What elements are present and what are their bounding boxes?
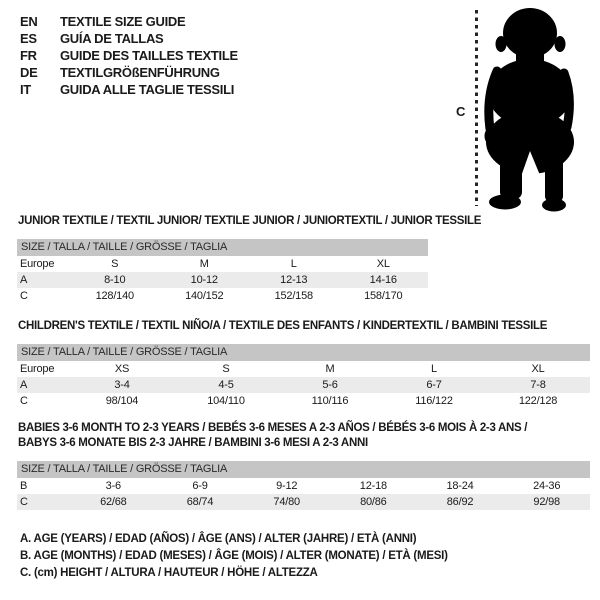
table-row bbox=[17, 393, 590, 409]
value-cell: S bbox=[111, 258, 119, 270]
language-code: FR bbox=[20, 48, 37, 63]
value-cell: M bbox=[199, 258, 209, 270]
table-row bbox=[17, 256, 428, 272]
value-cell: S bbox=[222, 363, 230, 375]
section-title-line: JUNIOR TEXTILE / TEXTIL JUNIOR/ TEXTILE JUNIOR / JUNIORTEXTIL / JUNIOR TESSILE bbox=[18, 215, 482, 227]
value-cell: 4-5 bbox=[218, 379, 234, 391]
table-body bbox=[17, 361, 590, 409]
value-cell: 92/98 bbox=[533, 496, 560, 508]
footnote-line: C. (cm) HEIGHT / ALTURA / HAUTEUR / HÖHE / ALTEZZA bbox=[20, 567, 318, 579]
language-code: ES bbox=[20, 31, 37, 46]
section-title-children bbox=[18, 319, 547, 334]
value-cell: 8-10 bbox=[104, 274, 126, 286]
value-cell: 86/92 bbox=[446, 496, 474, 508]
language-title: GUIDE DES TAILLES TEXTILE bbox=[60, 48, 238, 63]
size-table-babies bbox=[17, 461, 590, 510]
footnote-line: A. AGE (YEARS) / EDAD (AÑOS) / ÂGE (ANS) / ALTER (JAHRE) / ETÀ (ANNI) bbox=[20, 533, 417, 545]
language-list bbox=[20, 13, 238, 98]
value-cell: L bbox=[290, 258, 297, 270]
value-cell: 98/104 bbox=[105, 395, 139, 407]
value-cell: 80/86 bbox=[360, 496, 387, 508]
value-cell: 116/122 bbox=[415, 395, 453, 407]
value-cell: 140/152 bbox=[185, 290, 224, 302]
table-row bbox=[17, 478, 590, 494]
size-header-bar: SIZE / TALLA / TAILLE / GRÖSSE / TAGLIA bbox=[17, 239, 428, 256]
footnote-legend bbox=[20, 531, 448, 582]
language-row bbox=[20, 64, 238, 81]
value-cell: XS bbox=[114, 363, 130, 375]
size-table-children bbox=[17, 344, 590, 409]
row-label-cell: Europe bbox=[20, 258, 55, 270]
language-title: TEXTILGRÖßENFÜHRUNG bbox=[60, 65, 220, 80]
size-header-bar: SIZE / TALLA / TAILLE / GRÖSSE / TAGLIA bbox=[17, 461, 590, 478]
value-cell: 110/116 bbox=[311, 395, 349, 407]
value-cell: M bbox=[325, 363, 335, 375]
height-measure-dotted-line bbox=[475, 10, 478, 206]
value-cell: 3-4 bbox=[114, 379, 130, 391]
value-cell: XL bbox=[376, 258, 390, 270]
row-label-cell: A bbox=[20, 379, 28, 391]
row-label-cell: C bbox=[20, 496, 28, 508]
table-row bbox=[17, 361, 590, 377]
baby-silhouette-icon bbox=[483, 5, 583, 215]
section-title-line: BABIES 3-6 MONTH TO 2-3 YEARS / BEBÉS 3-6 MESES A 2-3 AÑOS / BÉBÉS 3-6 MOIS À 2-3 ANS / bbox=[18, 422, 528, 434]
row-label-cell: Europe bbox=[20, 363, 55, 375]
section-title-junior bbox=[18, 214, 481, 229]
language-code: DE bbox=[20, 65, 38, 80]
value-cell: 24-36 bbox=[533, 480, 561, 492]
table-row bbox=[17, 288, 428, 304]
size-table-junior bbox=[17, 239, 428, 304]
value-cell: 6-7 bbox=[426, 379, 442, 391]
value-cell: 12-18 bbox=[359, 480, 387, 492]
footnote-line: B. AGE (MONTHS) / EDAD (MESES) / ÂGE (MOIS) / ALTER (MONATE) / ETÀ (MESI) bbox=[20, 550, 448, 562]
table-row bbox=[17, 377, 590, 393]
value-cell: 6-9 bbox=[192, 480, 208, 492]
language-row bbox=[20, 81, 238, 98]
value-cell: 62/68 bbox=[100, 496, 127, 508]
value-cell: 158/170 bbox=[364, 290, 403, 302]
table-body bbox=[17, 478, 590, 510]
row-label-cell: A bbox=[20, 274, 28, 286]
value-cell: 18-24 bbox=[446, 480, 474, 492]
value-cell: 12-13 bbox=[280, 274, 308, 286]
language-title: GUIDA ALLE TAGLIE TESSILI bbox=[60, 82, 235, 97]
value-cell: 68/74 bbox=[186, 496, 214, 508]
value-cell: 104/110 bbox=[207, 395, 245, 407]
size-header-bar: SIZE / TALLA / TAILLE / GRÖSSE / TAGLIA bbox=[17, 344, 590, 361]
language-row bbox=[20, 13, 238, 30]
table-body bbox=[17, 256, 428, 304]
value-cell: 128/140 bbox=[95, 290, 134, 302]
table-row bbox=[17, 272, 428, 288]
row-label-cell: C bbox=[20, 290, 28, 302]
value-cell: L bbox=[431, 363, 437, 375]
value-cell: 7-8 bbox=[530, 379, 546, 391]
value-cell: 5-6 bbox=[322, 379, 338, 391]
value-cell: 14-16 bbox=[369, 274, 397, 286]
language-code: IT bbox=[20, 82, 31, 97]
language-row bbox=[20, 30, 238, 47]
row-label-cell: B bbox=[20, 480, 28, 492]
value-cell: 10-12 bbox=[190, 274, 218, 286]
section-title-line: CHILDREN'S TEXTILE / TEXTIL NIÑO/A / TEXTILE DES ENFANTS / KINDERTEXTIL / BAMBINI TESSILE bbox=[18, 320, 548, 332]
language-title: TEXTILE SIZE GUIDE bbox=[60, 14, 186, 29]
section-title-babies bbox=[18, 421, 527, 451]
measure-label-c: C bbox=[456, 104, 466, 119]
language-row bbox=[20, 47, 238, 64]
value-cell: 152/158 bbox=[274, 290, 313, 302]
value-cell: 9-12 bbox=[276, 480, 298, 492]
row-label-cell: C bbox=[20, 395, 28, 407]
table-row bbox=[17, 494, 590, 510]
section-title-line: BABYS 3-6 MONATE BIS 2-3 JAHRE / BAMBINI 3-6 MESI A 2-3 ANNI bbox=[18, 437, 368, 449]
value-cell: 122/128 bbox=[518, 395, 558, 407]
value-cell: 74/80 bbox=[273, 496, 300, 508]
value-cell: 3-6 bbox=[105, 480, 121, 492]
language-title: GUÍA DE TALLAS bbox=[60, 31, 164, 46]
language-code: EN bbox=[20, 14, 38, 29]
value-cell: XL bbox=[531, 363, 545, 375]
